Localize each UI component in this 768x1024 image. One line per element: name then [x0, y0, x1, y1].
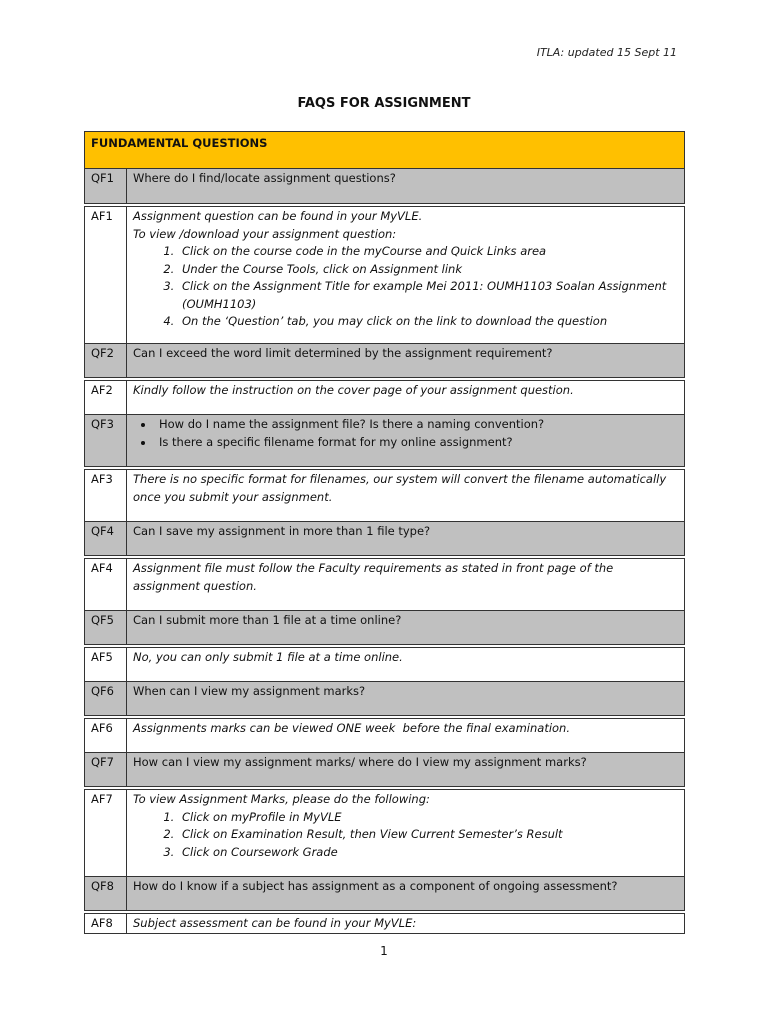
answer-line: To view Assignment Marks, please do the following:: [133, 792, 430, 806]
step-item: 2. Click on Examination Result, then View Current Semester’s Result: [178, 826, 680, 844]
question-body: [127, 415, 685, 467]
question-row: [85, 415, 685, 467]
question-code: QF7: [85, 753, 127, 787]
question-code: QF3: [85, 415, 127, 467]
question-row: [85, 169, 685, 204]
answer-steps: [133, 243, 680, 331]
question-row: [85, 877, 685, 911]
question-text: How can I view my assignment marks/ where do I view my assignment marks?: [127, 753, 685, 787]
answer-code: AF8: [85, 914, 127, 934]
answer-code: AF4: [85, 559, 127, 611]
answer-row: [85, 559, 685, 611]
question-bullets: [133, 416, 680, 451]
answer-code: AF3: [85, 470, 127, 522]
question-text: How do I know if a subject has assignment as a component of ongoing assessment?: [127, 877, 685, 911]
question-row: [85, 611, 685, 645]
page-number: 1: [380, 944, 388, 958]
answer-text: Assignments marks can be viewed ONE week before the final examination.: [127, 719, 685, 753]
faq-table: [84, 131, 685, 934]
answer-code: AF2: [85, 381, 127, 415]
bullet-item: • How do I name the assignment file? Is there a naming convention?: [155, 416, 680, 434]
answer-steps: [133, 809, 680, 862]
answer-row: [85, 719, 685, 753]
answer-text: No, you can only submit 1 file at a time online.: [127, 648, 685, 682]
answer-row: [85, 790, 685, 877]
answer-body: [127, 790, 685, 877]
answer-code: AF7: [85, 790, 127, 877]
answer-code: AF5: [85, 648, 127, 682]
answer-code: AF6: [85, 719, 127, 753]
header-note: ITLA: updated 15 Sept 11: [536, 46, 677, 59]
answer-code: AF1: [85, 207, 127, 344]
question-code: QF2: [85, 344, 127, 378]
answer-row: [85, 914, 685, 934]
answer-line: To view /download your assignment question:: [133, 226, 397, 241]
question-code: QF5: [85, 611, 127, 645]
answer-row: [85, 470, 685, 522]
step-item: 3. Click on the Assignment Title for example Mei 2011: OUMH1103 Soalan Assignment (OUMH1103): [178, 278, 680, 313]
question-row: [85, 753, 685, 787]
question-text: Can I submit more than 1 file at a time online?: [127, 611, 685, 645]
answer-row: [85, 648, 685, 682]
question-row: [85, 682, 685, 716]
question-row: [85, 522, 685, 556]
question-text: Can I exceed the word limit determined by the assignment requirement?: [127, 344, 685, 378]
question-text: Can I save my assignment in more than 1 file type?: [127, 522, 685, 556]
document-title: FAQS FOR ASSIGNMENT: [297, 96, 471, 111]
answer-body: [127, 207, 685, 344]
answer-text: Kindly follow the instruction on the cover page of your assignment question.: [127, 381, 685, 415]
question-code: QF6: [85, 682, 127, 716]
question-code: QF1: [85, 169, 127, 204]
question-text: When can I view my assignment marks?: [127, 682, 685, 716]
section-title: FUNDAMENTAL QUESTIONS: [85, 132, 685, 169]
question-code: QF8: [85, 877, 127, 911]
answer-text: Assignment file must follow the Faculty requirements as stated in front page of the assignment question.: [127, 559, 685, 611]
step-item: 2. Under the Course Tools, click on Assignment link: [178, 261, 680, 279]
step-item: 4. On the ‘Question’ tab, you may click on the link to download the question: [178, 313, 680, 331]
section-header-row: [85, 132, 685, 169]
question-text: Where do I find/locate assignment questions?: [127, 169, 685, 204]
bullet-item: • Is there a specific filename format for my online assignment?: [155, 434, 680, 452]
question-row: [85, 344, 685, 378]
answer-line: Assignment question can be found in your MyVLE.: [133, 209, 423, 223]
step-item: 1. Click on the course code in the myCourse and Quick Links area: [178, 243, 680, 261]
answer-text: There is no specific format for filenames, our system will convert the filename automatically once you submit your assignment.: [127, 470, 685, 522]
answer-text: Subject assessment can be found in your MyVLE:: [127, 914, 685, 934]
step-item: 1. Click on myProfile in MyVLE: [178, 809, 680, 827]
question-code: QF4: [85, 522, 127, 556]
answer-row: [85, 207, 685, 344]
step-item: 3. Click on Coursework Grade: [178, 844, 680, 862]
answer-row: [85, 381, 685, 415]
